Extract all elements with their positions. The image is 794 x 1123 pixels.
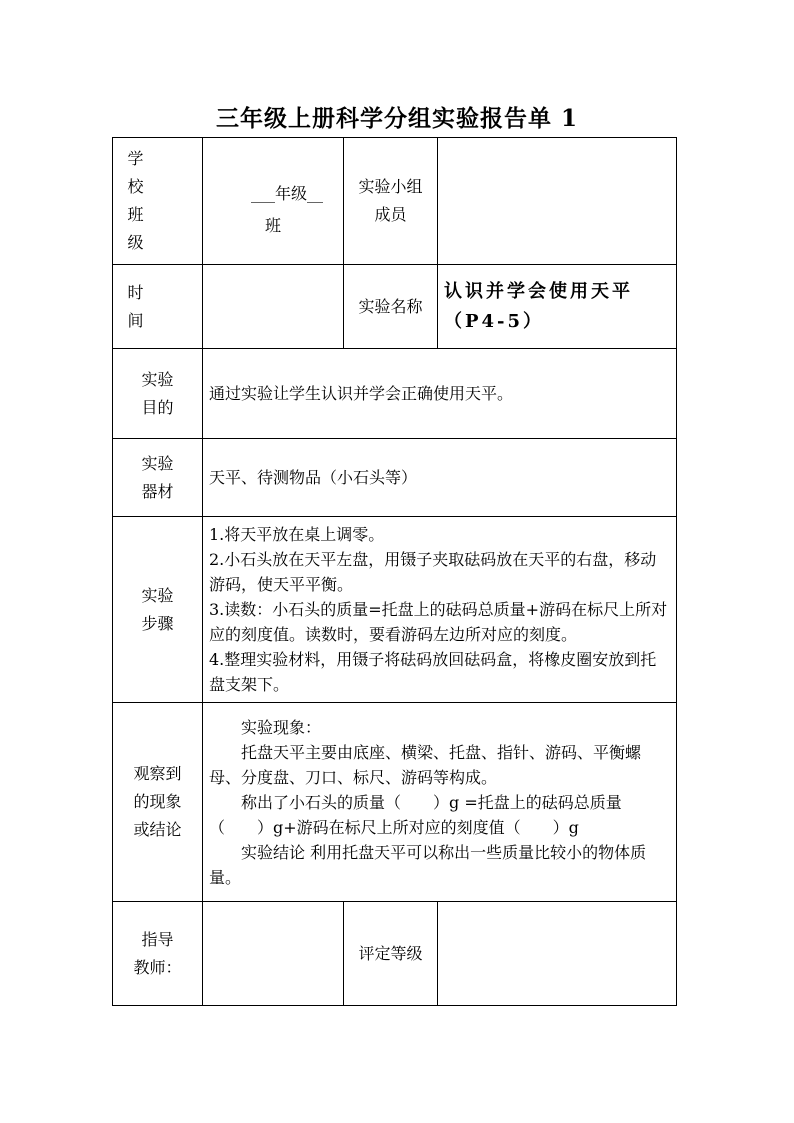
equipment-value: 天平、待测物品（小石头等） — [203, 439, 677, 517]
teacher-label: 指导 教师： — [113, 902, 203, 1006]
time-label: 时 间 — [113, 265, 203, 349]
observation-line: 称出了小石头的质量（ ）g =托盘上的砝码总质量（ ）g+游码在标尺上所对应的刻度值（ ）g — [209, 792, 622, 837]
observation-line: 实验结论 利用托盘天平可以称出一些质量比较小的物体质量。 — [209, 842, 647, 887]
table-row — [113, 349, 677, 439]
steps-label: 实验 步骤 — [113, 517, 203, 703]
teacher-field[interactable] — [203, 902, 344, 1006]
list-item: 3.读数：小石头的质量=托盘上的砝码总质量+游码在标尺上所对应的刻度值。读数时，要看游码左边所对应的刻度。 — [209, 600, 668, 644]
table-row — [113, 265, 677, 349]
school-class-field[interactable]: ___年级__ 班 — [203, 138, 344, 265]
observation-line: 托盘天平主要由底座、横梁、托盘、指针、游码、平衡螺母、分度盘、刀口、标尺、游码等构成。 — [209, 742, 642, 787]
report-table — [112, 137, 677, 1006]
table-row — [113, 517, 677, 703]
steps-list — [203, 517, 677, 703]
list-item: 1.将天平放在桌上调零。 — [209, 525, 385, 544]
grade-eval-field[interactable] — [438, 902, 677, 1006]
experiment-name-value: 认识并学会使用天平 （P4-5） — [438, 265, 677, 349]
time-field[interactable] — [203, 265, 344, 349]
list-item: 2.小石头放在天平左盘，用镊子夹取砝码放在天平的右盘，移动游码，使天平平衡。 — [209, 550, 657, 594]
list-item: 4.整理实验材料，用镊子将砝码放回砝码盒，将橡皮圈安放到托盘支架下。 — [209, 650, 657, 694]
school-class-label: 学 校 班 级 — [113, 138, 203, 265]
purpose-value: 通过实验让学生认识并学会正确使用天平。 — [203, 349, 677, 439]
equipment-label: 实验 器材 — [113, 439, 203, 517]
group-members-label: 实验小组 成员 — [344, 138, 438, 265]
grade-eval-label: 评定等级 — [344, 902, 438, 1006]
observation-label: 观察到 的现象 或结论 — [113, 703, 203, 902]
experiment-name-label: 实验名称 — [344, 265, 438, 349]
table-row — [113, 439, 677, 517]
table-row — [113, 902, 677, 1006]
purpose-label: 实验 目的 — [113, 349, 203, 439]
observation-text — [203, 703, 677, 902]
observation-line: 实验现象： — [241, 717, 322, 737]
table-row — [113, 138, 677, 265]
table-row — [113, 703, 677, 902]
group-members-field[interactable] — [438, 138, 677, 265]
page-title: 三年级上册科学分组实验报告单 1 — [215, 105, 578, 132]
